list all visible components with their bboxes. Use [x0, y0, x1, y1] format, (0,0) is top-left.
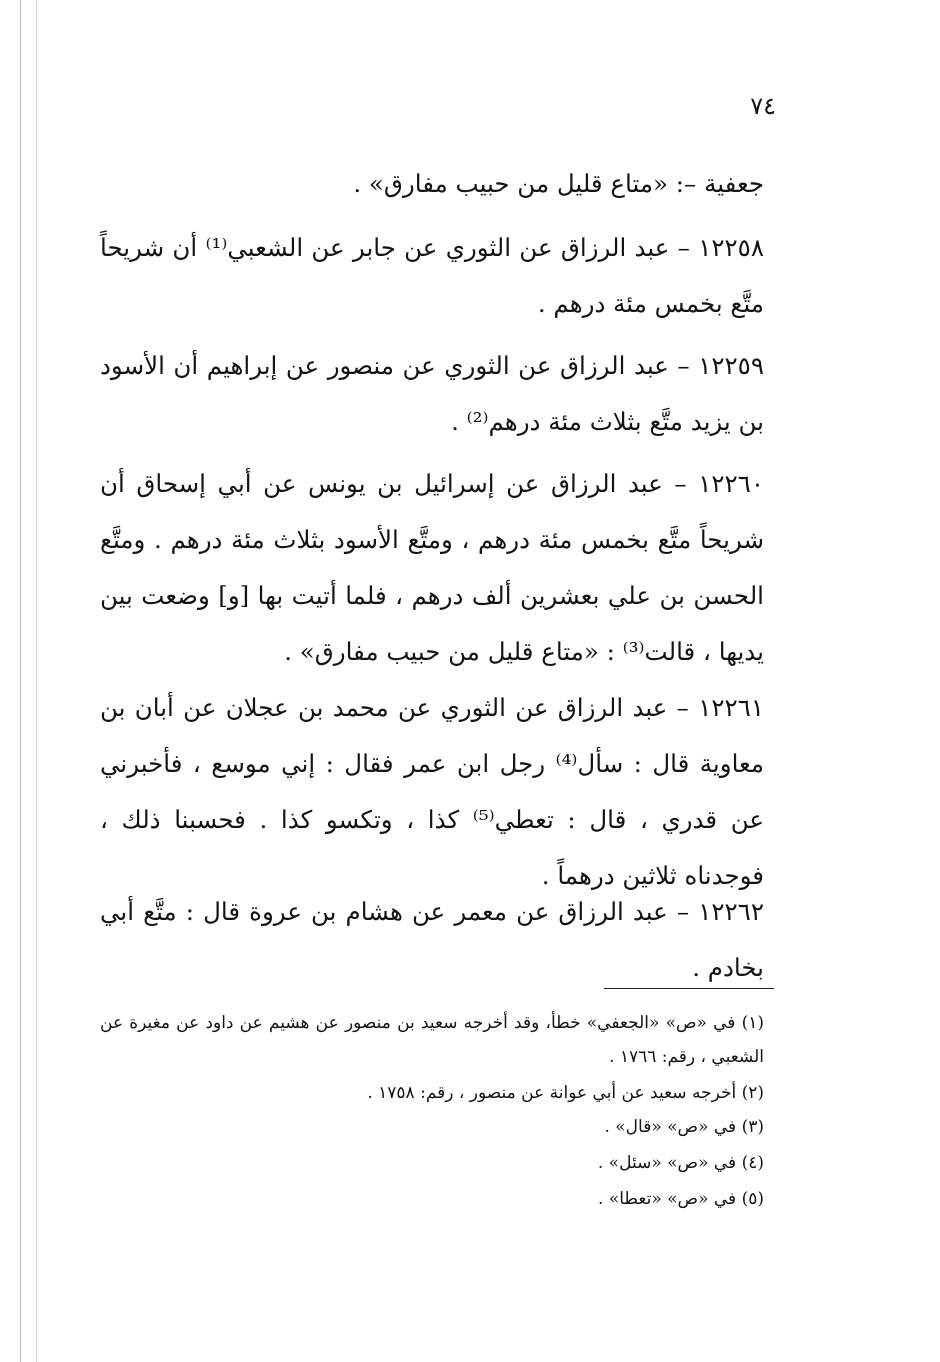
- footnote-5: (٥) في «ص» «تعطا» .: [598, 1189, 764, 1209]
- page-number: ٧٤: [750, 92, 776, 120]
- scan-edge-line: [36, 0, 37, 1362]
- hadith-12262: ١٢٢٦٢ – عبد الرزاق عن معمر عن هشام بن عروة قال : متَّع أبي بخادم .: [100, 897, 764, 982]
- footnote-4: (٤) في «ص» «سئل» .: [597, 1153, 764, 1173]
- footnote-3: (٣) في «ص» «قال» .: [604, 1117, 764, 1137]
- footnote-1: (١) في «ص» «الجعفي» خطأ، وقد أخرجه سعيد بن منصور عن هشيم عن داود عن مغيرة عن الشعبي ، رقم: ١٧٦٦ .: [100, 1013, 764, 1067]
- hadith-12258: ١٢٢٥٨ – عبد الرزاق عن الثوري عن جابر عن الشعبي⁽¹⁾ أن شريحاً متَّع بخمس مئة درهم .: [100, 233, 764, 318]
- paragraph-continuation: جعفية –: «متاع قليل من حبيب مفارق» .: [353, 169, 764, 198]
- hadith-12260: ١٢٢٦٠ – عبد الرزاق عن إسرائيل بن يونس عن أبي إسحاق أن شريحاً متَّع بخمس مئة درهم ، ومتَّع الأسود بثلاث مئة درهم . ومتَّع الحسن بن علي بعشرين ألف درهم ، فلما أتيت بها [و] وضعت بين يديها ، قالت⁽³⁾ : «متاع قليل من حبيب مفارق» .: [100, 469, 764, 666]
- hadith-12261: ١٢٢٦١ – عبد الرزاق عن الثوري عن محمد بن عجلان عن أبان بن معاوية قال : سأل⁽⁴⁾ رجل ابن عمر فقال : إني موسع ، فأخبرني عن قدري ، قال : تعطي⁽⁵⁾ كذا ، وتكسو كذا . فحسبنا ذلك ، فوجدناه ثلاثين درهماً .: [100, 693, 764, 890]
- footnote-2: (٢) أخرجه سعيد عن أبي عوانة عن منصور ، رقم: ١٧٥٨ .: [367, 1083, 764, 1103]
- scan-edge-line: [20, 0, 21, 1362]
- footnote-separator: [604, 988, 774, 989]
- hadith-12259: ١٢٢٥٩ – عبد الرزاق عن الثوري عن منصور عن إبراهيم أن الأسود بن يزيد متَّع بثلاث مئة درهم⁽²⁾ .: [100, 351, 764, 436]
